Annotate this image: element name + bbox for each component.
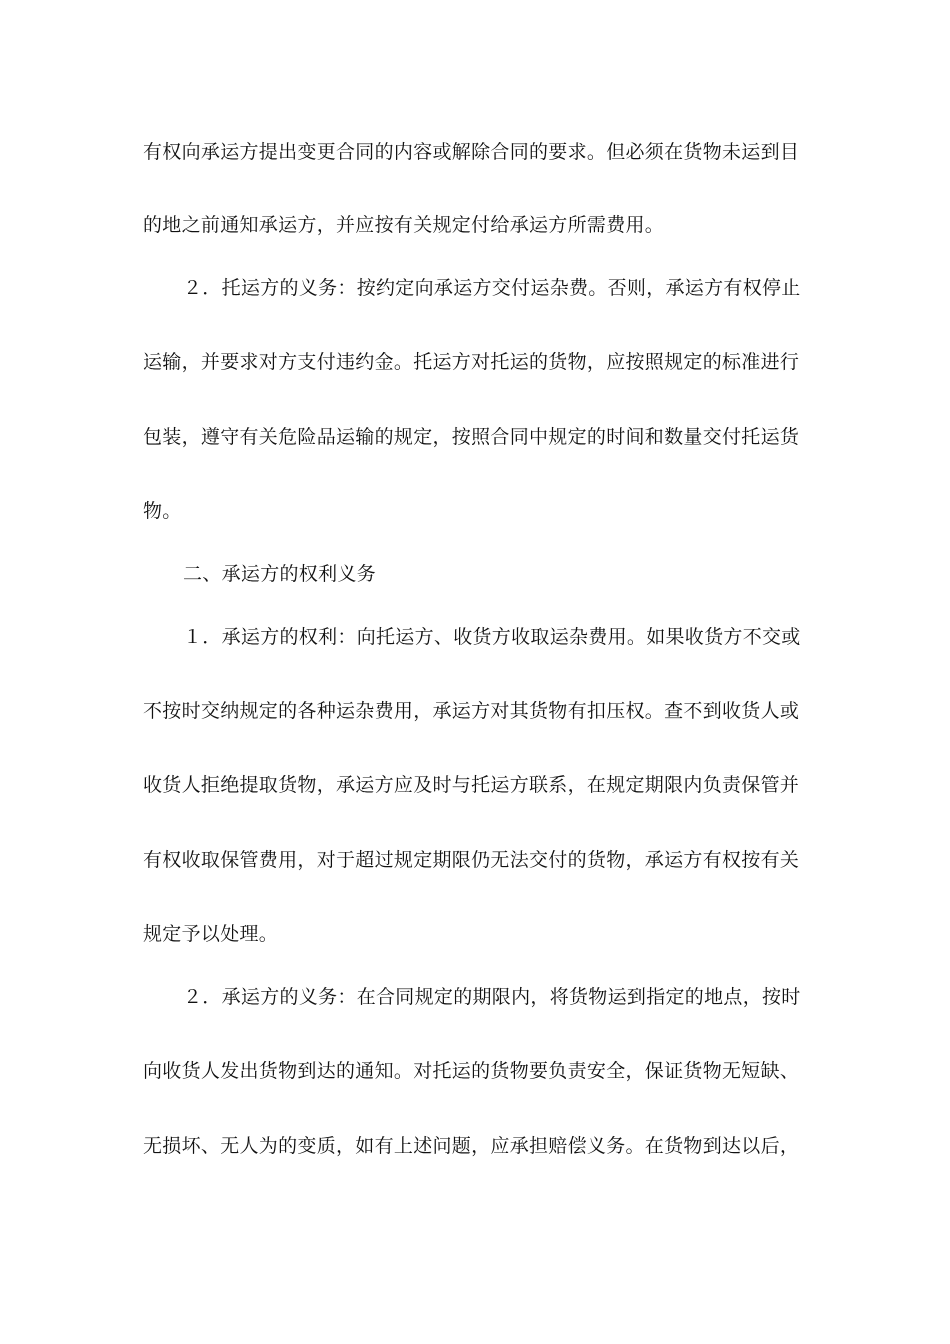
text-line: 有权收取保管费用，对于超过规定期限仍无法交付的货物，承运方有权按有关	[143, 849, 800, 871]
text-line: 不按时交纳规定的各种运杂费用，承运方对其货物有扣压权。查不到收货人或	[143, 700, 800, 722]
text-line: 包装，遵守有关危险品运输的规定，按照合同中规定的时间和数量交付托运货	[143, 426, 800, 448]
text-line: 收货人拒绝提取货物，承运方应及时与托运方联系，在规定期限内负责保管并	[143, 774, 800, 796]
text-line: 向收货人发出货物到达的通知。对托运的货物要负责安全，保证货物无短缺、	[143, 1060, 800, 1082]
text-line: 运输，并要求对方支付违约金。托运方对托运的货物，应按照规定的标准进行	[143, 351, 800, 373]
text-line: 无损坏、无人为的变质，如有上述问题，应承担赔偿义务。在货物到达以后，	[143, 1135, 800, 1157]
text-line: ２．承运方的义务：在合同规定的期限内，将货物运到指定的地点，按时	[183, 986, 801, 1008]
section-heading: 二、承运方的权利义务	[183, 563, 377, 585]
text-line: 规定予以处理。	[143, 923, 279, 945]
text-line: １．承运方的权利：向托运方、收货方收取运杂费用。如果收货方不交或	[183, 626, 801, 648]
text-line: 物。	[143, 500, 182, 522]
text-line: 有权向承运方提出变更合同的内容或解除合同的要求。但必须在货物未运到目	[143, 141, 800, 163]
text-line: 的地之前通知承运方，并应按有关规定付给承运方所需费用。	[143, 214, 665, 236]
text-line: ２．托运方的义务：按约定向承运方交付运杂费。否则，承运方有权停止	[183, 277, 801, 299]
